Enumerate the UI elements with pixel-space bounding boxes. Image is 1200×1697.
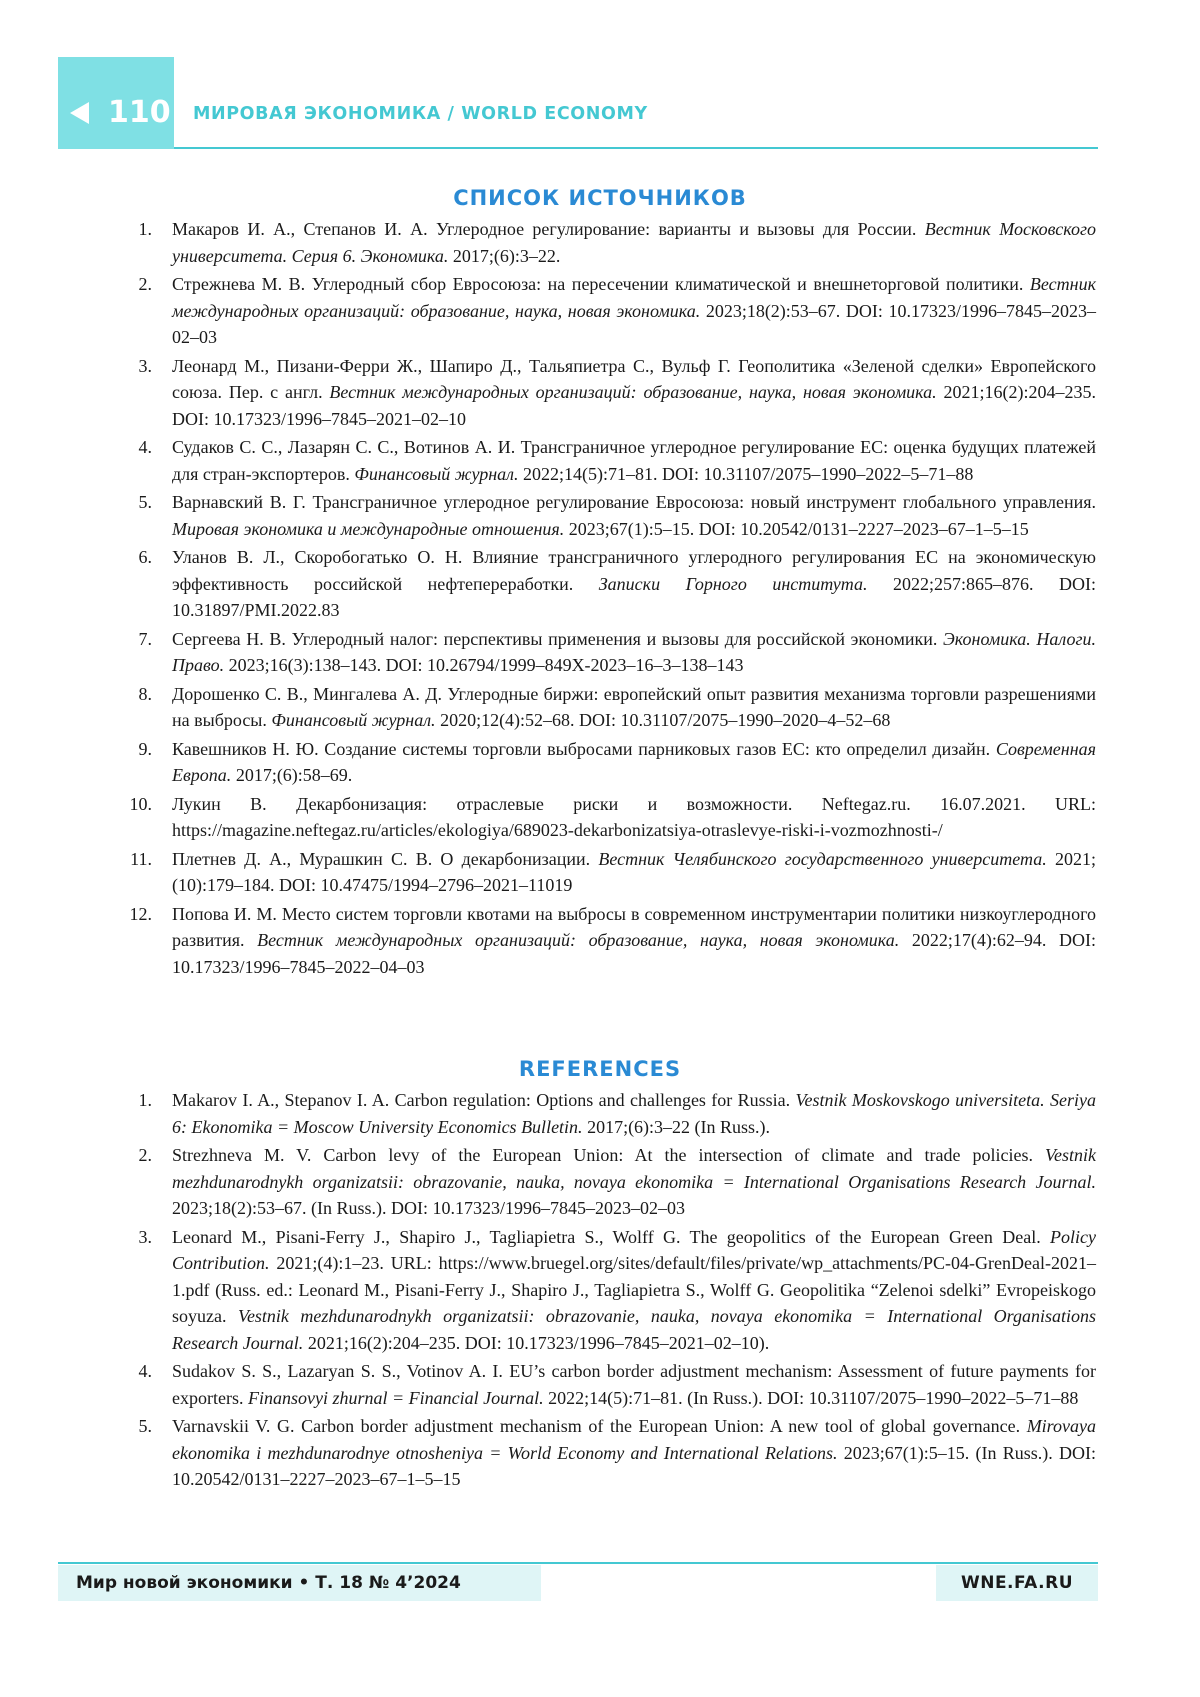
list-item: 12. Попова И. М. Место систем торговли квотами на выбросы в современном инструментарии политики низкоуглеродного развития. Вестник международных организаций: образование, наука, новая экономика. 2022;17(4):62–94. DOI: 10.17323/1996–7845–2022–04–03 [129, 903, 1096, 977]
references-heading: REFERENCES [518, 1057, 682, 1081]
footer-journal-issue: Мир новой экономики • Т. 18 № 4’2024 [76, 1573, 461, 1593]
list-item: 1. Makarov I. A., Stepanov I. A. Carbon regulation: Options and challenges for Russia. Vestnik Moskovskogo universiteta. Seriya 6: Ekonomika = Moscow University Economics Bulletin. 2017;(6):3–22 (In Russ.). [138, 1090, 1096, 1137]
sources-heading: СПИСОК ИСТОЧНИКОВ [453, 186, 747, 210]
list-item: 4. Sudakov S. S., Lazaryan S. S., Votinov A. I. EU’s carbon border adjustment mechanism: Assessment of future payments for exporters. Finansovyi zhurnal = Financial Journal. 2022;14(5):71–81. (In Russ.). DOI: 10.31107/2075–1990–2022–5–71–88 [138, 1361, 1096, 1408]
list-item: 4. Судаков С. С., Лазарян С. С., Вотинов А. И. Трансграничное углеродное регулирование ЕС: оценка будущих платежей для стран-экспортеров. Финансовый журнал. 2022;14(5):71–81. DOI: 10.31107/2075–1990–2022–5–71–88 [138, 437, 1096, 484]
sources-list [126, 216, 1096, 982]
page-number: 110 [108, 95, 171, 130]
list-item: 1. Макаров И. А., Степанов И. А. Углеродное регулирование: варианты и вызовы для России. Вестник Московского университета. Серия 6. Экономика. 2017;(6):3–22. [138, 219, 1096, 266]
header-divider [174, 147, 1098, 149]
list-item: 6. Уланов В. Л., Скоробогатько О. Н. Влияние трансграничного углеродного регулирования ЕС на экономическую эффективность российской нефтепереработки. Записки Горного института. 2022;257:865–876. DOI: 10.31897/PMI.2022.83 [138, 547, 1096, 620]
references-list [126, 1087, 1096, 1495]
list-item: 7. Сергеева Н. В. Углеродный налог: перспективы применения и вызовы для российской экономики. Экономика. Налоги. Право. 2023;16(3):138–143. DOI: 10.26794/1999–849X-2023–16–3–138–143 [138, 628, 1096, 675]
list-item: 9. Кавешников Н. Ю. Создание системы торговли выбросами парниковых газов ЕС: кто определил дизайн. Современная Европа. 2017;(6):58–69. [138, 738, 1096, 785]
footer-divider [58, 1562, 1098, 1564]
list-item: 5. Varnavskii V. G. Carbon border adjustment mechanism of the European Union: A new tool of global governance. Mirovaya ekonomika i mezhdunarodnye otnosheniya = World Economy and International Relations. 2023;67(1):5–15. (In Russ.). DOI: 10.20542/0131–2227–2023–67–1–5–15 [138, 1416, 1096, 1489]
list-item: 3. Леонард М., Пизани-Ферри Ж., Шапиро Д., Тальяпиетра С., Вульф Г. Геополитика «Зеленой сделки» Европейского союза. Пер. с англ. Вестник международных организаций: образование, наука, новая экономика. 2021;16(2):204–235. DOI: 10.17323/1996–7845–2021–02–10 [138, 355, 1096, 429]
journal-title: МИРОВАЯ ЭКОНОМИКА / WORLD ECONOMY [193, 104, 648, 124]
list-item: 10. Лукин В. Декарбонизация: отраслевые риски и возможности. Neftegaz.ru. 16.07.2021. URL: https://magazine.neftegaz.ru/articles/ekologiya/689023-dekarbonizatsiya-otraslevye-riski-i-vozmozhnosti-/ [129, 793, 1096, 840]
list-item: 5. Варнавский В. Г. Трансграничное углеродное регулирование Евросоюза: новый инструмент глобального управления. Мировая экономика и международные отношения. 2023;67(1):5–15. DOI: 10.20542/0131–2227–2023–67–1–5–15 [138, 492, 1096, 539]
back-arrow-icon [70, 102, 89, 124]
footer-site-link[interactable]: WNE.FA.RU [960, 1573, 1074, 1593]
list-item: 2. Стрежнева М. В. Углеродный сбор Евросоюза: на пересечении климатической и внешнеторговой политики. Вестник международных организаций: образование, наука, новая экономика. 2023;18(2):53–67. DOI: 10.17323/1996–7845–2023–02–03 [138, 274, 1096, 347]
list-item: 8. Дорошенко С. В., Мингалева А. Д. Углеродные биржи: европейский опыт развития механизма торговли разрешениями на выбросы. Финансовый журнал. 2020;12(4):52–68. DOI: 10.31107/2075–1990–2020–4–52–68 [138, 683, 1096, 730]
list-item: 2. Strezhneva M. V. Carbon levy of the European Union: At the intersection of climate and trade policies. Vestnik mezhdunarodnykh organizatsii: obrazovanie, nauka, novaya ekonomika = International Organisations Research Journal. 2023;18(2):53–67. (In Russ.). DOI: 10.17323/1996–7845–2023–02–03 [138, 1145, 1096, 1218]
list-item: 11. Плетнев Д. А., Мурашкин С. В. О декарбонизации. Вестник Челябинского государственного университета. 2021;(10):179–184. DOI: 10.47475/1994–2796–2021–11019 [130, 848, 1096, 895]
list-item: 3. Leonard M., Pisani-Ferry J., Shapiro J., Tagliapietra S., Wolff G. The geopolitics of the European Green Deal. Policy Contribution. 2021;(4):1–23. URL: https://www.bruegel.org/sites/default/files/private/wp_attachments/PC-04-GrenDeal-2021–1.pdf (Russ. ed.: Leonard M., Pisani-Ferry J., Shapiro J., Tagliapietra S., Wolff G. Geopolitika “Zelenoi sdelki” Evropeiskogo soyuza. Vestnik mezhdunarodnykh organizatsii: obrazovanie, nauka, novaya ekonomika = International Organisations Research Journal. 2021;16(2):204–235. DOI: 10.17323/1996–7845–2021–02–10). [138, 1226, 1096, 1353]
